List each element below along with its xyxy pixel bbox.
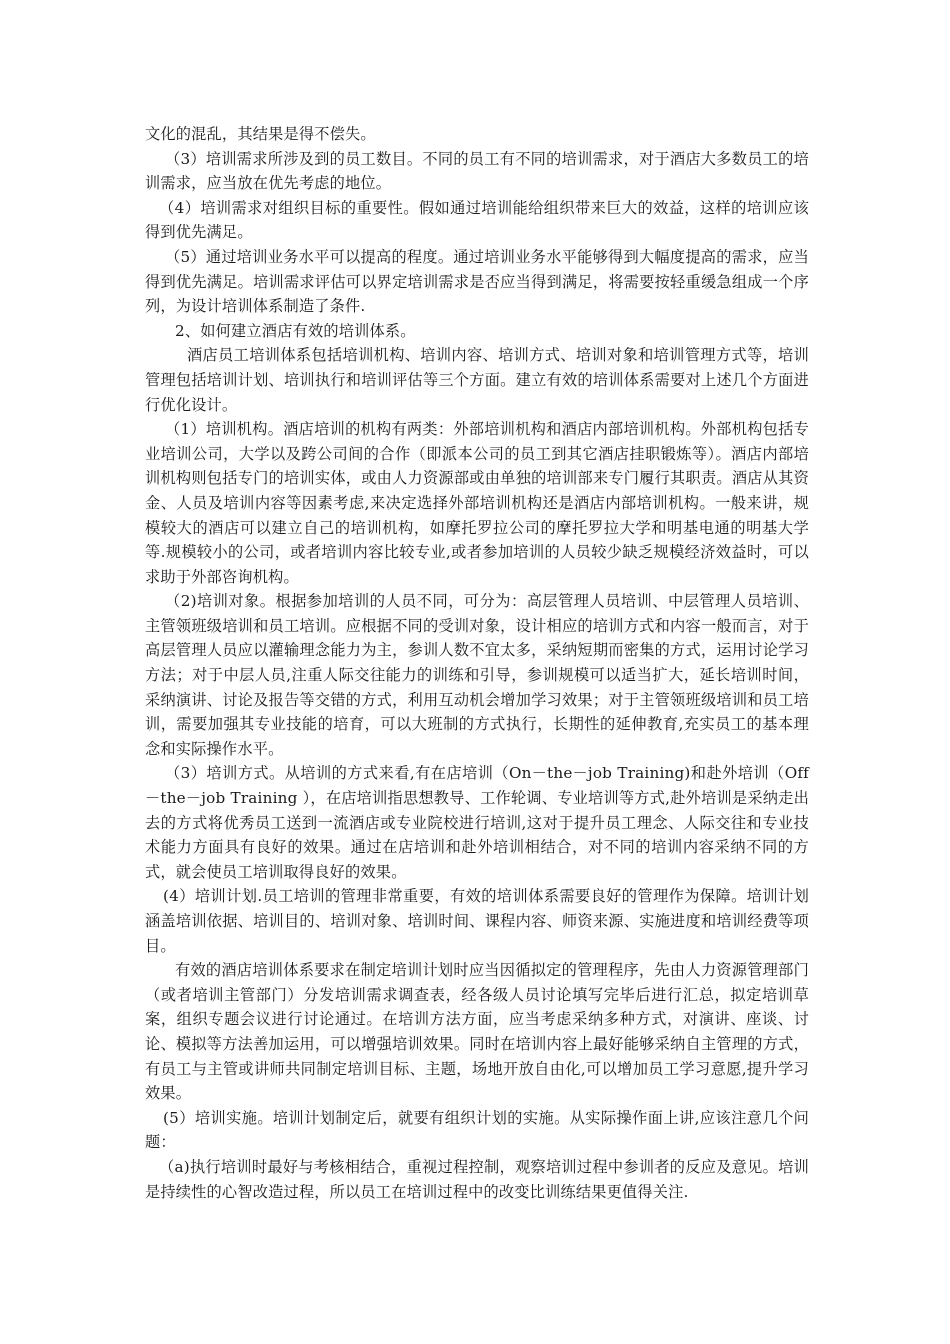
paragraph-item-3: （3）培训需求所涉及到的员工数目。不同的员工有不同的培训需求，对于酒店大多数员工的培训需求，应当放在优先考虑的地位。: [145, 149, 809, 193]
section-heading-2: 2、如何建立酒店有效的培训体系。: [175, 321, 416, 340]
paragraph-training-institution: （1）培训机构。酒店培训的机构有两类：外部培训机构和酒店内部培训机构。外部机构包括专业培训公司，大学以及跨公司间的合作（即派本公司的员工到其它酒店挂职锻炼等）。酒店内部培训机构则包括专门的培训实体，或由人力资源部或由单独的培训部来专门履行其职责。酒店从其资金、人员及培训内容等因素考虑,来决定选择外部培训机构还是酒店内部培训机构。一般来讲，规模较大的酒店可以建立自己的培训机构，如摩托罗拉公司的摩托罗拉大学和明基电通的明基大学等.规模较小的公司，或者培训内容比较专业,或者参加培训的人员较少缺乏规模经济效益时，可以求助于外部咨询机构。: [145, 420, 809, 586]
paragraph-item-4: （4）培训需求对组织目标的重要性。假如通过培训能给组织带来巨大的效益，这样的培训应该得到优先满足。: [145, 198, 809, 242]
paragraph-plan-procedure: 有效的酒店培训体系要求在制定培训计划时应当因循拟定的管理程序，先由人力资源管理部门（或者培训主管部门）分发培训需求调查表，经各级人员讨论填写完毕后进行汇总，拟定培训草案，组织专题会议进行讨论通过。在培训方法方面，应当考虑采纳多种方式，对演讲、座谈、讨论、模拟等方法善加运用，可以增强培训效果。同时在培训内容上最好能够采纳自主管理的方式，有员工与主管或讲师共同制定培训目标、主题，场地开放自由化,可以增加员工学习意愿,提升学习效果。: [145, 961, 809, 1103]
paragraph-system-overview: 酒店员工培训体系包括培训机构、培训内容、培训方式、培训对象和培训管理方式等，培训管理包括培训计划、培训执行和培训评估等三个方面。建立有效的培训体系需要对上述几个方面进行优化设计。: [145, 346, 809, 414]
paragraph-training-target: （2)培训对象。根据参加培训的人员不同，可分为：高层管理人员培训、中层管理人员培训、主管领班级培训和员工培训。应根据不同的受训对象，设计相应的培训方式和内容一般而言，对于高层管理人员应以灌输理念能力为主，参训人数不宜太多，采纳短期而密集的方式，运用讨论学习方法；对于中层人员,注重人际交往能力的训练和引导，参训规模可以适当扩大，延长培训时间，采纳演讲、讨论及报告等交错的方式，利用互动机会增加学习效果；对于主管领班级培训和员工培训，需要加强其专业技能的培育，可以大班制的方式执行，长期性的延伸教育,充实员工的基本理念和实际操作水平。: [145, 592, 809, 758]
paragraph-item-a: （a)执行培训时最好与考核相结合，重视过程控制，观察培训过程中参训者的反应及意见。培训是持续性的心智改造过程，所以员工在培训过程中的改变比训练结果更值得关注.: [145, 1157, 809, 1201]
document-page: [145, 122, 809, 1204]
paragraph-training-implementation: (5）培训实施。培训计划制定后，就要有组织计划的实施。从实际操作面上讲,应该注意几个问题：: [145, 1108, 809, 1152]
paragraph-training-plan: (4）培训计划.员工培训的管理非常重要，有效的培训体系需要良好的管理作为保障。培训计划涵盖培训依据、培训目的、培训对象、培训时间、课程内容、师资来源、实施进度和培训经费等项目。: [145, 887, 809, 955]
paragraph-continuation: 文化的混乱，其结果是得不偿失。: [145, 125, 376, 143]
paragraph-training-method: （3）培训方式。从培训的方式来看,有在店培训（On－the－job Training)和赴外培训（Off－the－job Training ），在店培训指思想教导、工作轮调、专业培训等方式,赴外培训是采纳走出去的方式将优秀员工送到一流酒店或专业院校进行培训,这对于提升员工理念、人际交往和专业技术能力方面具有良好的效果。通过在店培训和赴外培训相结合，对不同的培训内容采纳不同的方式，就会使员工培训取得良好的效果。: [145, 764, 809, 881]
paragraph-item-5: （5）通过培训业务水平可以提高的程度。通过培训业务水平能够得到大幅度提高的需求，应当得到优先满足。培训需求评估可以界定培训需求是否应当得到满足，将需要按轻重缓急组成一个序列，为设计培训体系制造了条件.: [145, 247, 809, 316]
